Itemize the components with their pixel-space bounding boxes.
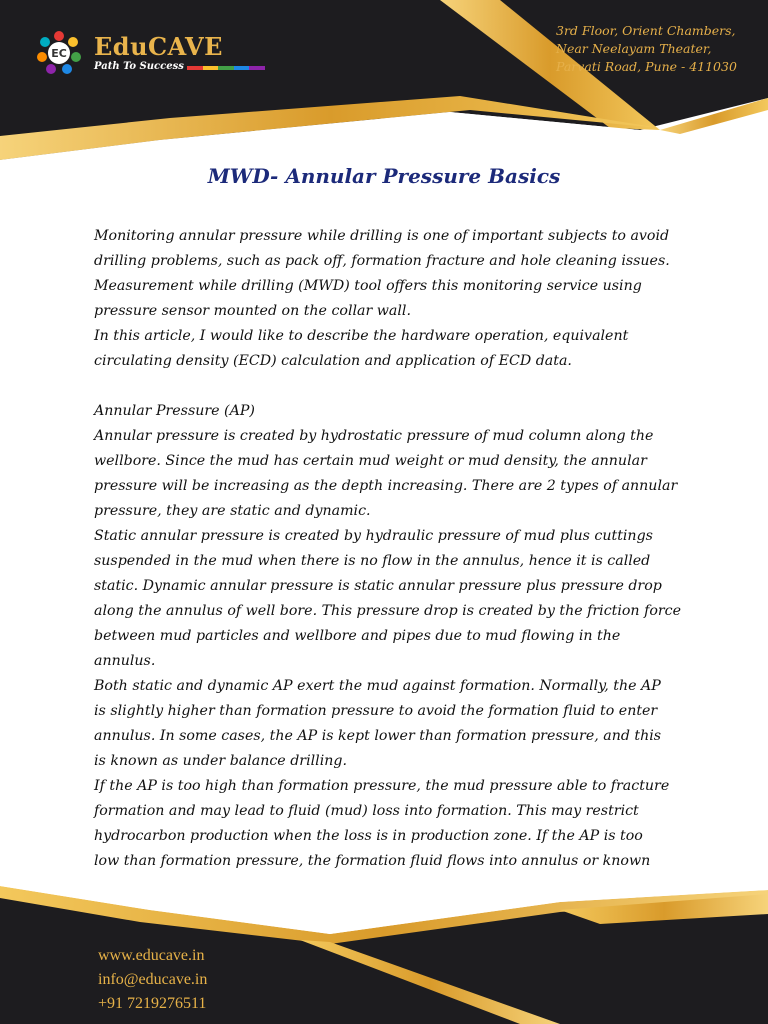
body-line: static. Dynamic annular pressure is static annular pressure plus pressure drop [94, 578, 662, 594]
brand-name: EduCAVE [94, 32, 223, 61]
body-line: pressure sensor mounted on the collar wall. [94, 303, 411, 319]
section-heading: Annular Pressure (AP) [94, 403, 255, 419]
body-line: hydrocarbon production when the loss is in production zone. If the AP is too [94, 828, 643, 844]
body-line: In this article, I would like to describe the hardware operation, equivalent [94, 328, 629, 344]
body-line: pressure, they are static and dynamic. [94, 503, 371, 519]
body-line: is slightly higher than formation pressure to avoid the formation fluid to enter [94, 703, 658, 719]
address-block [556, 22, 737, 76]
body-line: suspended in the mud when there is no flow in the annulus, hence it is called [94, 553, 651, 569]
address-line: Parvati Road, Pune - 411030 [556, 59, 737, 74]
brand-tagline: Path To Success [94, 61, 184, 72]
logo-mark-icon [36, 30, 82, 76]
body-line: is known as under balance drilling. [94, 753, 347, 769]
body-line: Static annular pressure is created by hydraulic pressure of mud plus cuttings [94, 528, 653, 544]
address-line: Near Neelayam Theater, [556, 41, 712, 56]
body-line: low than formation pressure, the formation fluid flows into annulus or known [94, 853, 651, 869]
body-line: wellbore. Since the mud has certain mud weight or mud density, the annular [94, 453, 647, 469]
body-line: Monitoring annular pressure while drilling is one of important subjects to avoid [94, 228, 670, 244]
body-line: Both static and dynamic AP exert the mud against formation. Normally, the AP [94, 678, 661, 694]
body-line: drilling problems, such as pack off, formation fracture and hole cleaning issues. [94, 253, 670, 269]
logo-mark-text: EC [51, 47, 67, 60]
body-line: between mud particles and wellbore and pipes due to mud flowing in the [94, 628, 621, 644]
address-line: 3rd Floor, Orient Chambers, [556, 23, 736, 38]
email-link[interactable]: info@educave.in [98, 971, 208, 988]
body-line: pressure will be increasing as the depth increasing. There are 2 types of annular [94, 478, 678, 494]
paragraph-gap [94, 374, 694, 399]
body-line: Measurement while drilling (MWD) tool offers this monitoring service using [94, 278, 642, 294]
brand-logo [36, 28, 246, 78]
body-line: If the AP is too high than formation pressure, the mud pressure able to fracture [94, 778, 670, 794]
body-line: annulus. In some cases, the AP is kept lower than formation pressure, and this [94, 728, 662, 744]
logo-color-bar [187, 66, 265, 70]
phone-number: +91 7219276511 [98, 995, 207, 1012]
body-line: annulus. [94, 653, 156, 669]
contact-block [98, 944, 207, 1016]
document-title: MWD- Annular Pressure Basics [207, 164, 561, 188]
body-line: along the annulus of well bore. This pressure drop is created by the friction force [94, 603, 681, 619]
body-line: formation and may lead to fluid (mud) loss into formation. This may restrict [94, 803, 639, 819]
body-line: Annular pressure is created by hydrostatic pressure of mud column along the [94, 428, 654, 444]
website-link[interactable]: www.educave.in [98, 947, 205, 964]
document-body [94, 224, 694, 874]
body-line: circulating density (ECD) calculation and application of ECD data. [94, 353, 572, 369]
